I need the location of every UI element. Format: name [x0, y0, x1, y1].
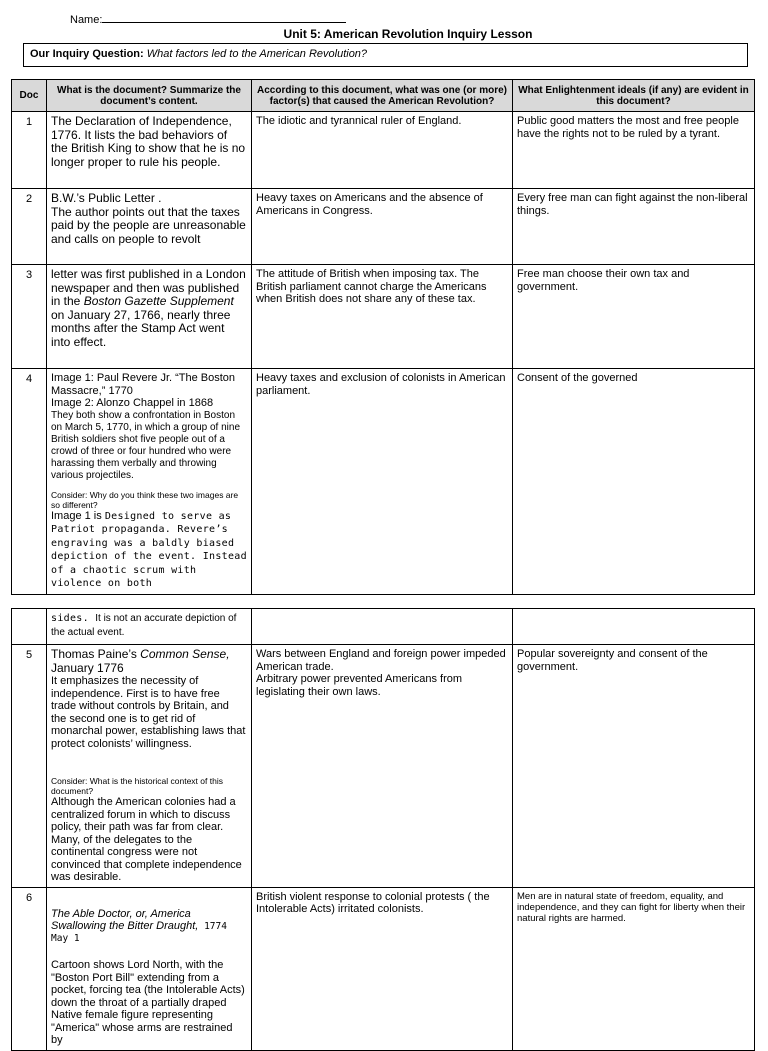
doc-summary-text: Cartoon shows Lord North, with the "Boston Port Bill" extending from a pocket, forcing tea (the Intolerable Acts) down the throat of a partially draped Native female figure representing "America" whose arms are restrained by: [51, 959, 245, 1046]
col-header-ideals: What Enlightenment ideals (if any) are evident in this document?: [513, 80, 755, 112]
table-row-doc-4-continued: [12, 609, 755, 645]
answer-text-end: sides.: [51, 613, 96, 624]
doc-number: 3: [12, 265, 47, 369]
image-1-caption: Image 1: Paul Revere Jr. “The Boston Massacre,” 1770: [51, 372, 236, 397]
consider-answer: [51, 510, 247, 591]
doc-title-b: January 1776: [51, 660, 124, 675]
doc-summary: [47, 189, 252, 265]
doc-title-year: 1774: [198, 921, 227, 932]
doc-ideals: Men are in natural state of freedom, equality, and independence, and they can fight for liberty when their natural rights are harmed.: [513, 887, 755, 1050]
doc-summary-text: letter was first published in a London newspaper and then was published in the: [51, 267, 246, 308]
name-label: Name:: [70, 14, 103, 26]
table-row-doc-2: [12, 189, 755, 265]
doc-title: [51, 908, 247, 934]
name-blank-line: [102, 12, 346, 23]
doc-date: May 1: [51, 933, 80, 944]
doc-summary-text: They both show a confrontation in Boston on March 5, 1770, in which a group of nine British soldiers shot five people out of a crowd of three or four hundred who were harassing them verbally and throwing various projectiles.: [51, 409, 241, 481]
doc-summary: The Declaration of Independence, 1776. It lists the bad behaviors of the British King to show that he is no longer proper to rule his people.: [47, 112, 252, 189]
doc-factor-1: Wars between England and foreign power impeded American trade.: [256, 648, 506, 673]
doc-title: [51, 648, 247, 675]
consider-prompt: Consider: What is the historical context of this document?: [51, 776, 223, 796]
doc-number: 1: [12, 112, 47, 189]
name-field: [70, 12, 346, 26]
doc-factor: The idiotic and tyrannical ruler of England.: [252, 112, 513, 189]
doc-factor-2: Arbitrary power prevented Americans from legislating their own laws.: [256, 673, 463, 698]
doc-factor: Heavy taxes on Americans and the absence of Americans in Congress.: [252, 189, 513, 265]
table-row-doc-1: [12, 112, 755, 189]
inquiry-question-box: [23, 43, 748, 67]
doc-summary-text: The author points out that the taxes paid by the people are unreasonable and calls on people to revolt: [51, 204, 246, 246]
doc-summary: [47, 265, 252, 369]
inquiry-question: What factors led to the American Revolution?: [146, 48, 368, 60]
doc-summary: [47, 887, 252, 1050]
doc-ideals: Public good matters the most and free people have the rights not to be ruled by a tyrant.: [513, 112, 755, 189]
doc-summary: [47, 369, 252, 595]
doc-number: 6: [12, 887, 47, 1050]
doc-summary-text: It emphasizes the necessity of independence. First is to have free trade without controls by Britain, and the second one is to get rid of monarchal power, establishing laws that protect colonists’ willingness.: [51, 675, 246, 750]
answer-text-end-b: It is not an accurate depiction of the actual event.: [51, 613, 237, 638]
doc-summary-title: B.W.’s Public Letter .: [51, 191, 162, 205]
table-row-doc-4: [12, 369, 755, 595]
col-header-summary: What is the document? Summarize the document’s content.: [47, 80, 252, 112]
consider-prompt: Consider: Why do you think these two images are so different?: [51, 489, 239, 510]
doc-factor: Heavy taxes and exclusion of colonists in American parliament.: [252, 369, 513, 595]
answer-text: Designed to serve as Patriot propaganda. Revere’s engraving was a baldly biased depiction of the event. Instead of a chaotic scrum with violence on both: [51, 510, 247, 589]
doc-number: 4: [12, 369, 47, 595]
doc-title-italic: Common Sense,: [140, 647, 230, 661]
consider-answer-continued: [47, 609, 252, 645]
doc-summary: [47, 645, 252, 888]
doc-title-a: Thomas Paine’s: [51, 647, 141, 661]
inquiry-label: Our Inquiry Question:: [30, 48, 144, 60]
inquiry-table-part-1: [11, 79, 755, 595]
consider-answer: Although the American colonies had a centralized forum in which to discuss policy, their path was far from clear. Many, of the delegates to the continental congress were not convinced that complete independence was desirable.: [51, 796, 242, 883]
image-2-caption: Image 2: Alonzo Chappel in 1868: [51, 397, 214, 409]
table-header-row: [12, 80, 755, 112]
doc-factor: [252, 645, 513, 888]
doc-ideals: Free man choose their own tax and government.: [513, 265, 755, 369]
doc-factor: British violent response to colonial protests ( the Intolerable Acts) irritated colonists.: [252, 887, 513, 1050]
doc-factor: The attitude of British when imposing tax. The British parliament cannot charge the Americans when British does not share any of these tax.: [252, 265, 513, 369]
doc-ideals: Consent of the governed: [513, 369, 755, 595]
table-row-doc-5: [12, 645, 755, 888]
page-title: Unit 5: American Revolution Inquiry Lesson: [283, 27, 533, 41]
answer-lead: Image 1 is: [51, 509, 105, 522]
inquiry-table-part-2: [11, 608, 755, 1051]
doc-number: 5: [12, 645, 47, 888]
doc-ideals: Every free man can fight against the non-liberal things.: [513, 189, 755, 265]
doc-summary-text-end: on January 27, 1766, nearly three months after the Stamp Act went into effect.: [51, 307, 231, 349]
table-row-doc-6: [12, 887, 755, 1050]
col-header-doc: Doc: [12, 80, 47, 112]
newspaper-title: Boston Gazette Supplement: [83, 294, 234, 308]
table-row-doc-3: [12, 265, 755, 369]
doc-ideals: Popular sovereignty and consent of the government.: [513, 645, 755, 888]
col-header-factor: According to this document, what was one (or more) factor(s) that caused the American Revolution?: [252, 80, 513, 112]
doc-number: 2: [12, 189, 47, 265]
doc-title-italic: The Able Doctor, or, America Swallowing the Bitter Draught,: [51, 907, 199, 932]
